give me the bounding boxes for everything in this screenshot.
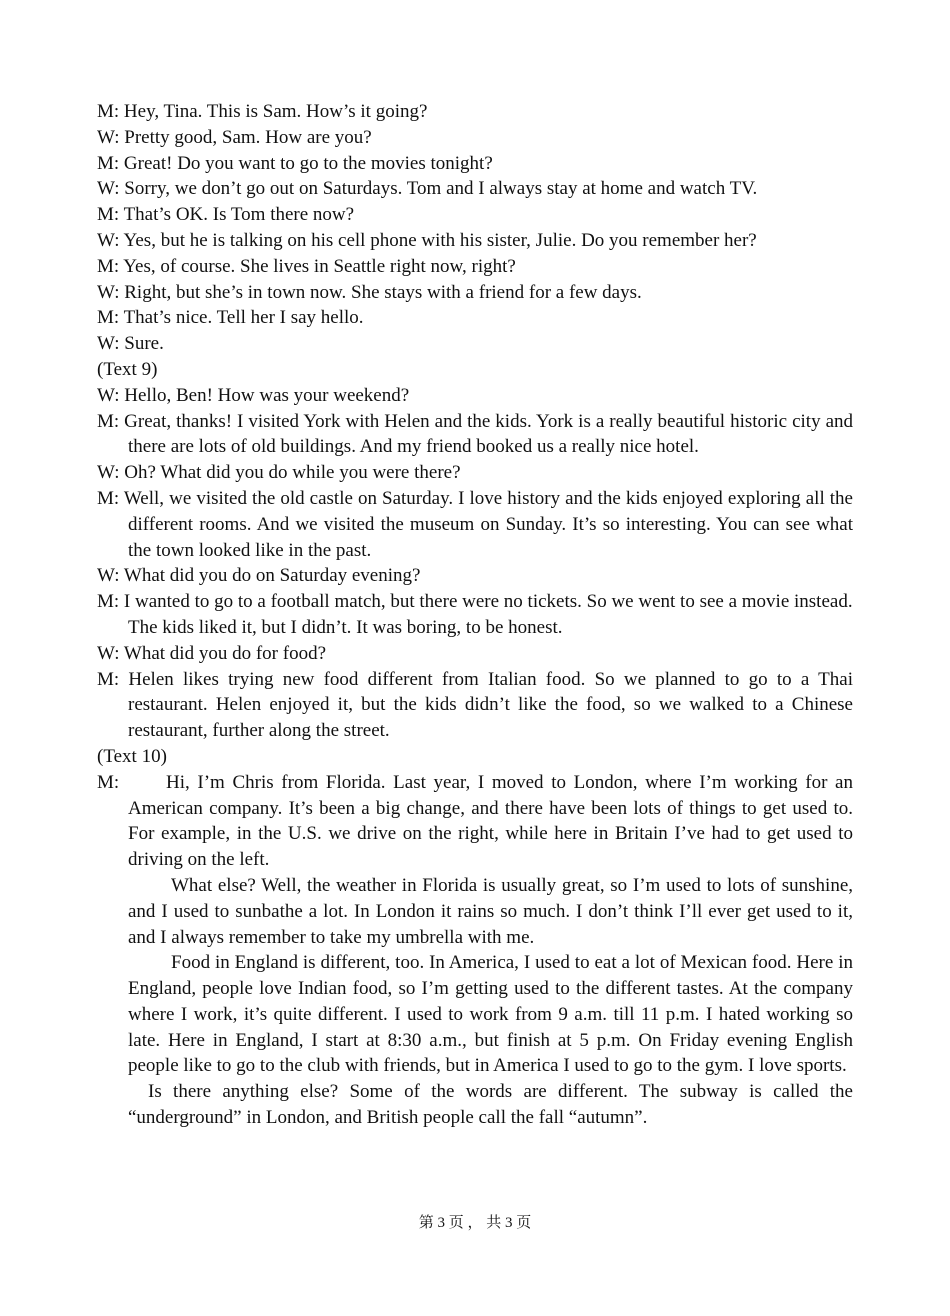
monologue-paragraph: Food in England is different, too. In America, I used to eat a lot of Mexican food. Here in England, people love Indian food, so I’m getting used to the different tastes. At the company where I work, it’s quite different. I used to work from 9 a.m. till 11 p.m. I hated working so late. Here in England, I start at 8:30 a.m., but finish at 5 p.m. On Friday evening English people like to go to the club with friends, but in America I used to go to the gym. I love sports. xyxy=(128,952,853,1077)
dialogue-line: M: Helen likes trying new food different from Italian food. So we planned to go to a Thai restaurant. Helen enjoyed it, but the kids didn’t like the food, so we walked to a Chinese restaurant, further along the street. xyxy=(97,668,853,742)
dialogue-line: W: Right, but she’s in town now. She stays with a friend for a few days. xyxy=(97,281,642,303)
dialogue-line: W: Hello, Ben! How was your weekend? xyxy=(97,384,410,406)
page-footer: 第 3 页 ， 共 3 页 xyxy=(418,1215,532,1231)
transcript-content xyxy=(97,99,853,1131)
dialogue-line: W: What did you do on Saturday evening? xyxy=(97,565,421,587)
speaker-label: M: xyxy=(97,771,120,793)
section-heading-text10: (Text 10) xyxy=(97,745,167,767)
dialogue-line: W: Oh? What did you do while you were there? xyxy=(97,462,461,484)
monologue-paragraph: What else? Well, the weather in Florida is usually great, so I’m used to lots of sunshine, and I used to sunbathe a lot. In London it rains so much. I don’t think I’ll ever get used to it, and I always remember to take my umbrella with me. xyxy=(128,874,853,948)
dialogue-line: W: Pretty good, Sam. How are you? xyxy=(97,126,372,148)
monologue-paragraph xyxy=(97,770,853,873)
dialogue-line: M: Hey, Tina. This is Sam. How’s it going? xyxy=(97,101,428,122)
dialogue-line: M: I wanted to go to a football match, but there were no tickets. So we went to see a movie instead. The kids liked it, but I didn’t. It was boring, to be honest. xyxy=(97,591,853,638)
dialogue-line: W: Sure. xyxy=(97,333,164,355)
monologue-paragraph: Is there anything else? Some of the words are different. The subway is called the “underground” in London, and British people call the fall “autumn”. xyxy=(128,1081,853,1129)
dialogue-line: M: Great! Do you want to go to the movies tonight? xyxy=(97,152,493,174)
dialogue-line: M: That’s OK. Is Tom there now? xyxy=(97,204,355,226)
dialogue-line: W: Yes, but he is talking on his cell phone with his sister, Julie. Do you remember her? xyxy=(97,229,757,251)
dialogue-line: M: Great, thanks! I visited York with Helen and the kids. York is a really beautiful historic city and there are lots of old buildings. And my friend booked us a really nice hotel. xyxy=(97,410,853,458)
section-heading-text9: (Text 9) xyxy=(97,358,158,380)
dialogue-line: W: Sorry, we don’t go out on Saturdays. Tom and I always stay at home and watch TV. xyxy=(97,178,758,200)
dialogue-line: M: Yes, of course. She lives in Seattle right now, right? xyxy=(97,255,516,277)
dialogue-line: M: That’s nice. Tell her I say hello. xyxy=(97,307,364,329)
paragraph-text: Hi, I’m Chris from Florida. Last year, I moved to London, where I’m working for an American company. It’s been a big change, and there have been lots of things to get used to. For example, in the U.S. we drive on the right, while here in Britain I’ve had to get used to driving on the left. xyxy=(128,771,853,871)
dialogue-line: W: What did you do for food? xyxy=(97,642,327,664)
dialogue-line: M: Well, we visited the old castle on Saturday. I love history and the kids enjoyed exploring all the different rooms. And we visited the museum on Sunday. It’s so interesting. You can see what the town looked like in the past. xyxy=(97,487,853,561)
